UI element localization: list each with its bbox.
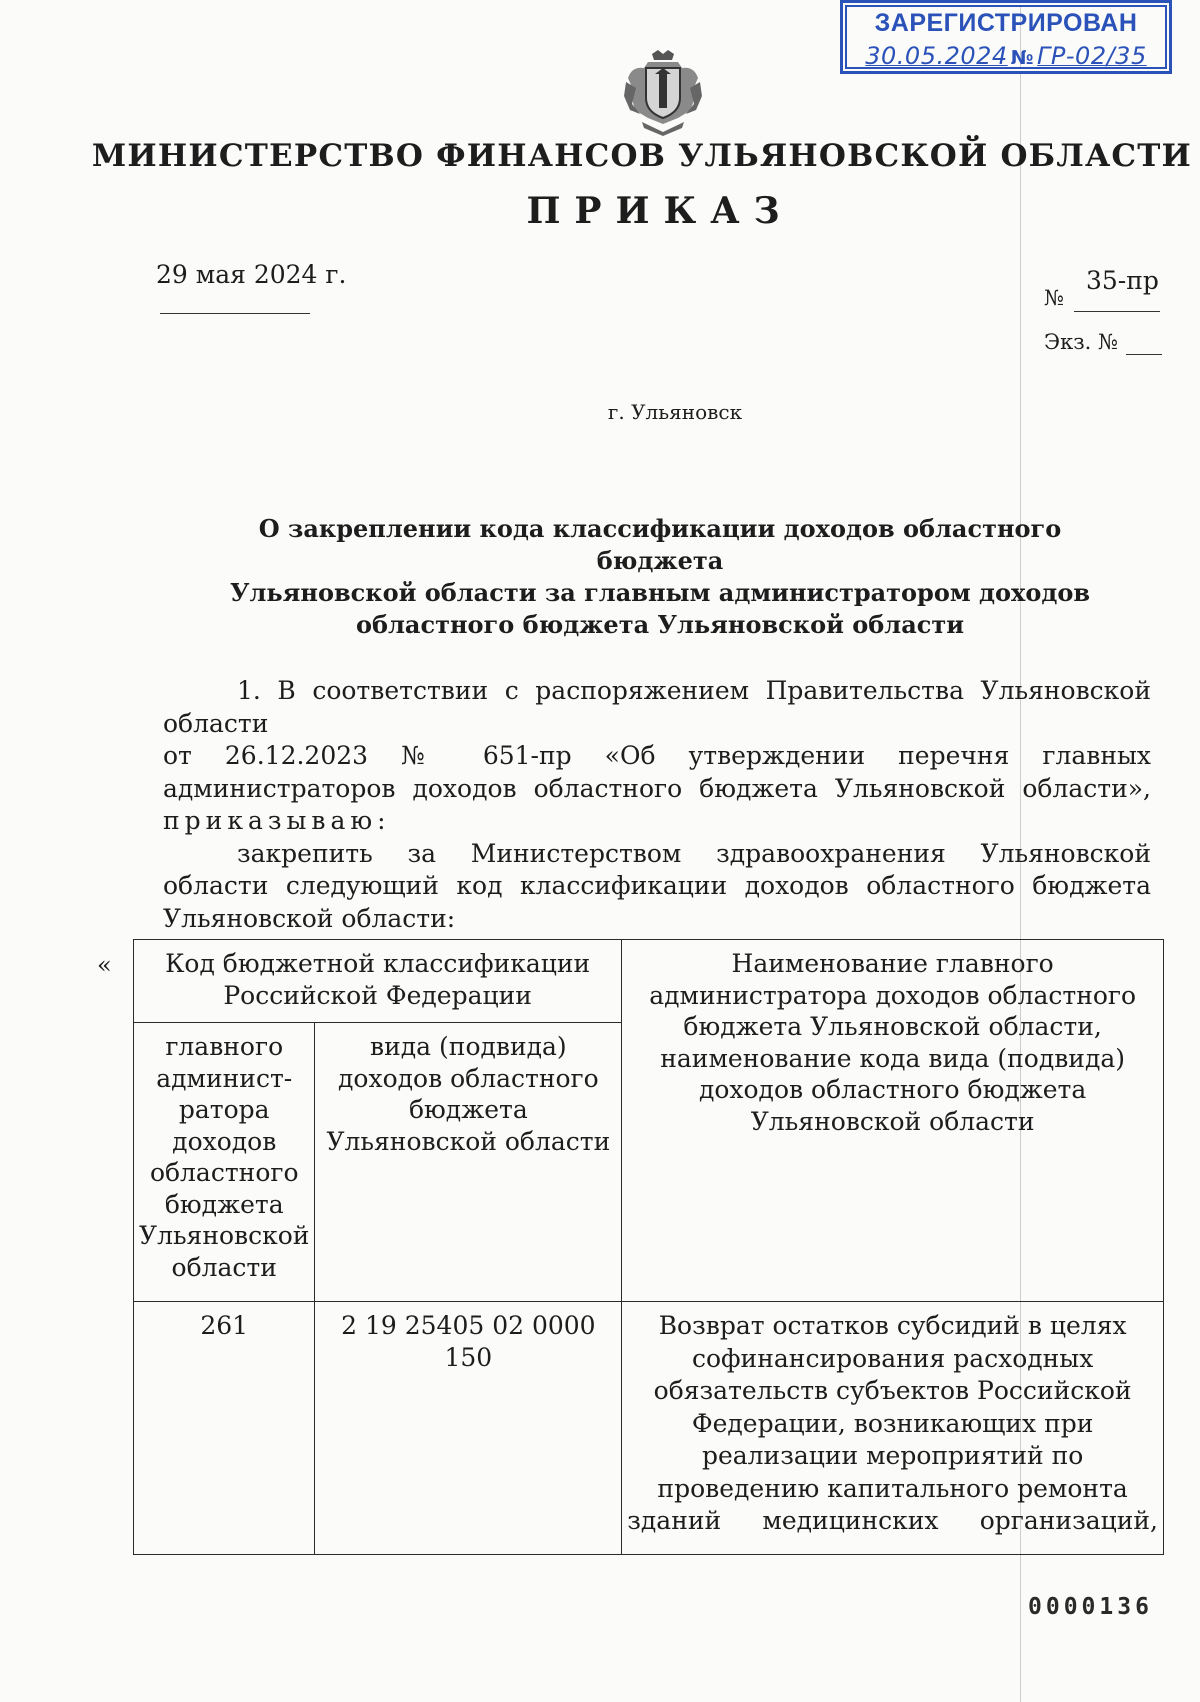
ministry-name: МИНИСТЕРСТВО ФИНАНСОВ УЛЬЯНОВСКОЙ ОБЛАСТИ — [91, 138, 1193, 174]
order-date: 29 мая 2024 г. — [156, 260, 347, 289]
order-body — [163, 675, 1151, 935]
number-underline — [1074, 311, 1160, 312]
order-title — [200, 513, 1120, 641]
stamp-number: ГР-02/35 — [1037, 42, 1147, 70]
stamp-number-sign: № — [1010, 47, 1035, 69]
city: г. Ульяновск — [607, 400, 743, 424]
group-header-cell: Код бюджетной классификации Российской Федерации — [134, 940, 622, 1023]
paragraph-1-first-line: 1. В соответствии с распоряжением Правительства Ульяновской области — [163, 676, 1151, 738]
classification-table — [133, 939, 1164, 1555]
order-directive: приказываю: — [163, 806, 391, 835]
stamp-date: 30.05.2024 — [865, 42, 1008, 70]
table-open-quote: « — [97, 951, 112, 979]
income-code-cell: 2 19 25405 02 0000 150 — [315, 1302, 622, 1555]
title-line: О закреплении кода классификации доходов областного бюджета — [258, 514, 1062, 575]
stamp-registration-line — [843, 42, 1169, 70]
title-line: Ульяновской области за главным администратором доходов — [229, 578, 1091, 607]
paragraph-1-continuation: от 26.12.2023 № 651-пр «Об утверждении перечня главных администраторов доходов областного бюджета Ульяновской области», — [163, 741, 1151, 803]
document-type: ПРИКАЗ — [526, 190, 794, 232]
col3-header-cell: Наименование главного администратора доходов областного бюджета Ульяновской области, наименование кода вида (подвида) доходов областного бюджета Ульяновской области — [622, 940, 1164, 1302]
title-line: областного бюджета Ульяновской области — [355, 610, 965, 639]
registration-stamp — [840, 0, 1172, 74]
stamp-title: ЗАРЕГИСТРИРОВАН — [874, 9, 1138, 37]
date-underline — [160, 313, 310, 314]
copy-number-underline — [1126, 354, 1162, 355]
copy-number-label: Экз. № — [1044, 330, 1118, 354]
table-row — [134, 1302, 1164, 1555]
order-number: 35-пр — [1086, 266, 1159, 295]
order-number-sign: № — [1044, 286, 1064, 310]
page-code: 0000136 — [1028, 1594, 1153, 1620]
coat-of-arms-icon — [622, 48, 704, 136]
table-header-row — [134, 940, 1164, 1023]
col2-header-cell: вида (подвида) доходов областного бюджета Ульяновской области — [315, 1023, 622, 1302]
paragraph-2: закрепить за Министерством здравоохранения Ульяновской области следующий код классификации доходов областного бюджета Ульяновской области: — [163, 838, 1151, 933]
col1-header-cell: главного админист-ратора доходов областного бюджета Ульяновской области — [134, 1023, 315, 1302]
description-cell: Возврат остатков субсидий в целях софинансирования расходных обязательств субъектов Российской Федерации, возникающих при реализации мероприятий по проведению капитального ремонта зданий медицинских организаций, — [622, 1302, 1164, 1555]
admin-code-cell: 261 — [134, 1302, 315, 1555]
